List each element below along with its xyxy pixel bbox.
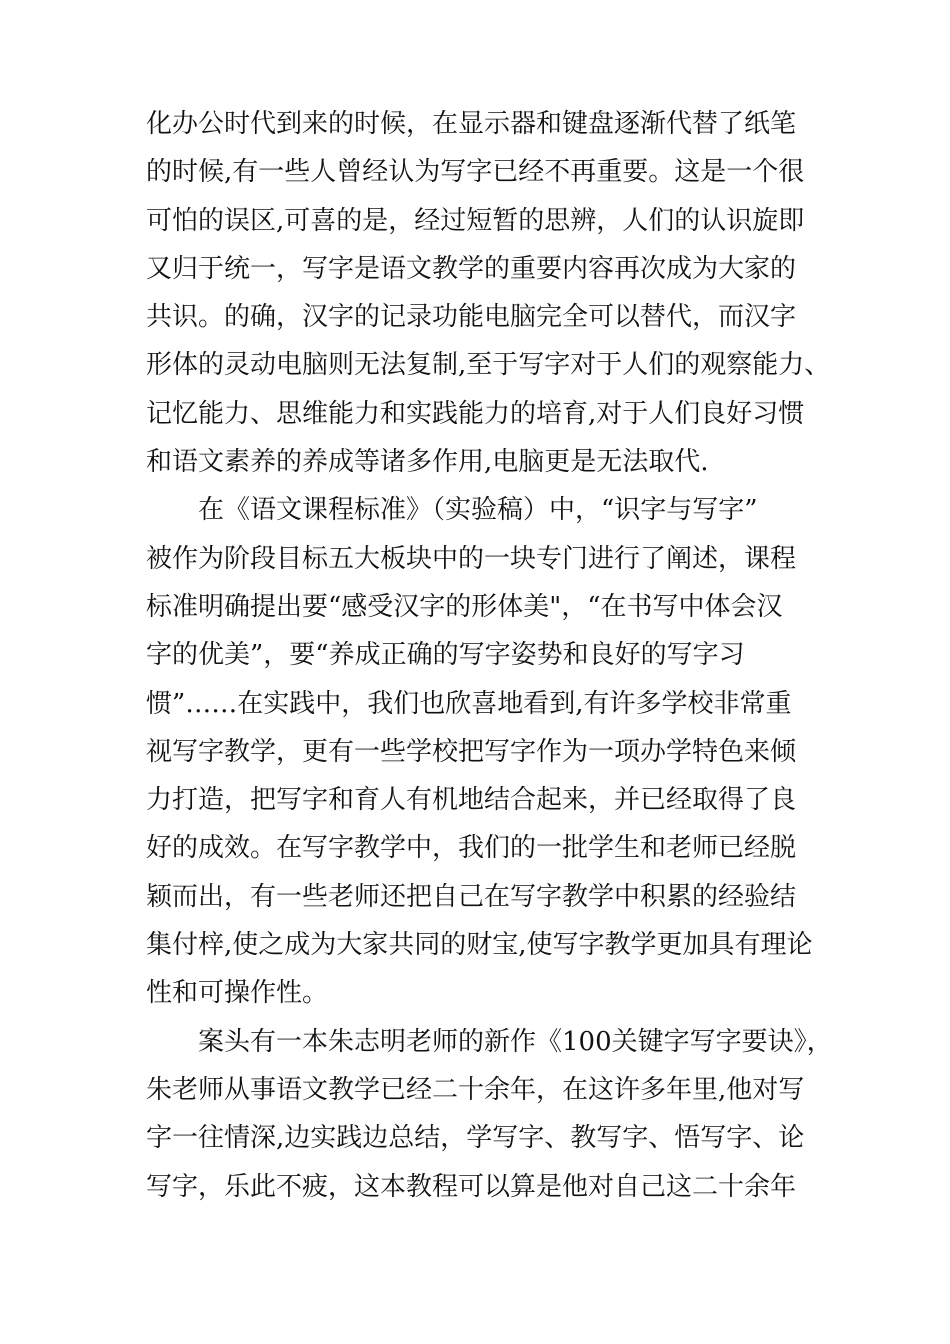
text-line: 和语文素养的养成等诸多作用,电脑更是无法取代. — [146, 447, 709, 478]
text-line: 力打造，把写字和育人有机地结合起来，并已经取得了良 — [146, 785, 797, 816]
text-line: 形体的灵动电脑则无法复制,至于写字对于人们的观察能力、 — [146, 350, 831, 381]
text-line: 写字，乐此不疲，这本教程可以算是他对自己这二十余年 — [146, 1171, 797, 1202]
text-line: 集付梓,使之成为大家共同的财宝,使写字教学更加具有理论 — [146, 930, 813, 961]
text-line: 可怕的误区,可喜的是，经过短暂的思辨，人们的认识旋即 — [146, 205, 805, 236]
text-line: 字一往情深,边实践边总结，学写字、教写字、悟写字、论 — [146, 1123, 805, 1154]
text-line: 颖而出，有一些老师还把自己在写字教学中积累的经验结 — [146, 881, 797, 912]
text-line: 性和可操作性。 — [146, 978, 329, 1009]
paragraph-start-line: 案头有一本朱志明老师的新作《100关键字写字要诀》， — [198, 1026, 833, 1057]
paragraph-start-line: 在《语文课程标准》（实验稿）中，“识字与写字” — [198, 495, 758, 526]
text-line: 又归于统一，写字是语文教学的重要内容再次成为大家的 — [146, 253, 797, 284]
text-line: 化办公时代到来的时候，在显示器和键盘逐渐代替了纸笔 — [146, 109, 797, 139]
text-line: 标准明确提出要“感受汉字的形体美"，“在书写中体会汉 — [146, 591, 783, 622]
text-line: 朱老师从事语文教学已经二十余年，在这许多年里,他对写 — [146, 1074, 805, 1105]
text-line: 被作为阶段目标五大板块中的一块专门进行了阐述，课程 — [146, 543, 797, 574]
text-line: 共识。的确，汉字的记录功能电脑完全可以替代，而汉字 — [146, 302, 797, 333]
body-text — [146, 100, 833, 1211]
text-line: 视写字教学，更有一些学校把写字作为一项办学特色来倾 — [146, 736, 797, 767]
text-line: 惯”……在实践中，我们也欣喜地看到,有许多学校非常重 — [146, 688, 792, 719]
text-line: 字的优美”，要“养成正确的写字姿势和良好的写字习 — [146, 640, 745, 671]
text-line: 好的成效。在写字教学中，我们的一批学生和老师已经脱 — [146, 833, 797, 864]
text-line: 的时候,有一些人曾经认为写字已经不再重要。这是一个很 — [146, 157, 805, 188]
text-line: 记忆能力、思维能力和实践能力的培育,对于人们良好习惯 — [146, 398, 805, 429]
